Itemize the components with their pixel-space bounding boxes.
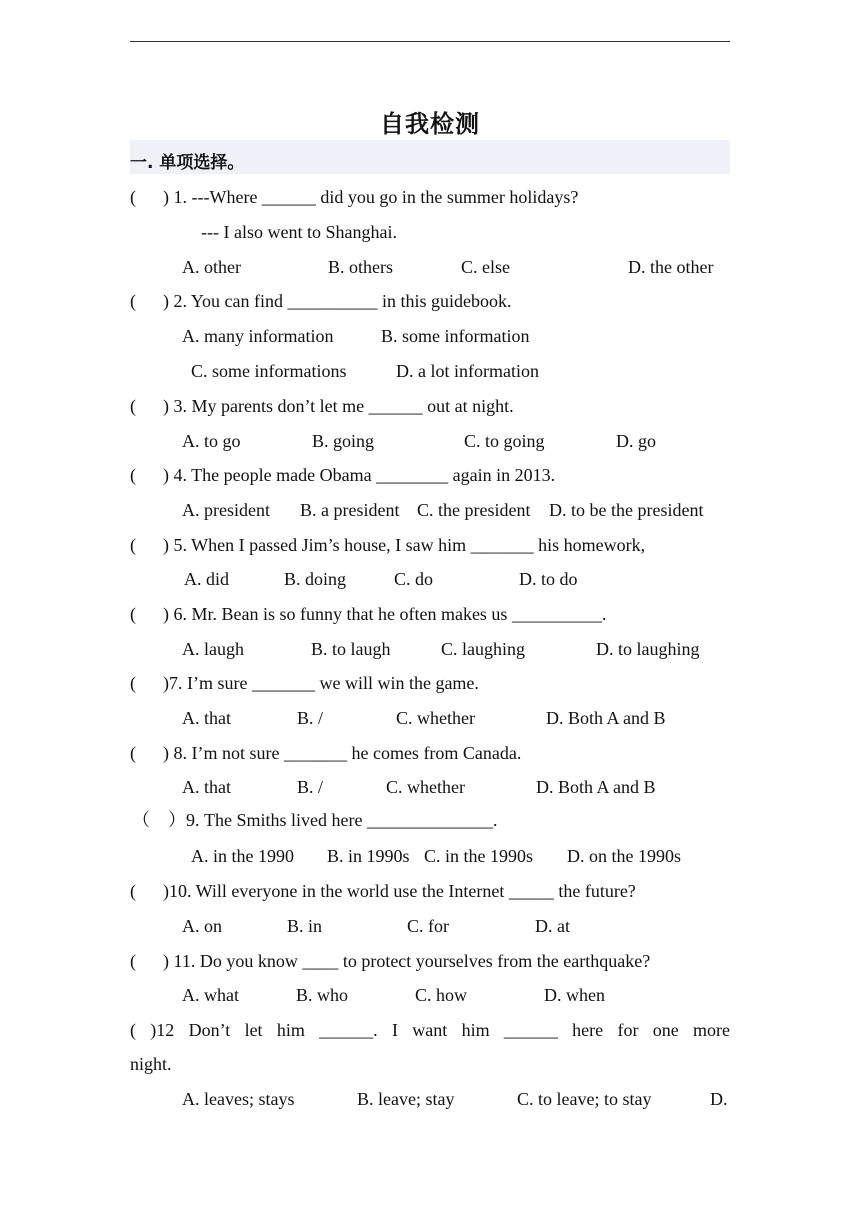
question-3-option-c: C. to going [464,431,545,451]
q12-word: want [412,1020,448,1040]
q12-word: ______. [319,1020,378,1040]
question-10-option-a: A. on [182,916,222,936]
question-4-option-c: C. the president [417,500,531,520]
question-4-option-b: B. a president [300,500,400,520]
page-title: 自我检测 [380,110,480,138]
question-3-option-b: B. going [312,431,375,451]
question-11-option-b: B. who [296,985,349,1005]
section-header [130,140,730,174]
q12-word: let [244,1020,263,1040]
question-4-option-d: D. to be the president [549,500,704,520]
question-4-stem: ( ) 4. The people made Obama ________ again in 2013. [130,465,556,485]
question-6-option-a: A. laugh [182,639,244,659]
question-9-option-c: C. in the 1990s [424,846,534,866]
question-2-option-c: C. some informations [191,361,347,381]
question-7-option-b: B. / [297,708,324,728]
question-6-option-c: C. laughing [441,639,525,659]
q12-word: Don’t [188,1020,231,1040]
question-9-stem: （ ）9. The Smiths lived here ______________. [132,810,498,830]
question-9-option-b: B. in 1990s [327,846,410,866]
question-6-option-b: B. to laugh [311,639,391,659]
q12-word: here [572,1020,604,1040]
question-5-option-a: A. did [184,569,229,589]
question-6-stem: ( ) 6. Mr. Bean is so funny that he often makes us __________. [130,604,607,624]
question-1-reply: --- I also went to Shanghai. [201,222,397,242]
question-8-option-b: B. / [297,777,324,797]
question-11-option-d: D. when [544,985,605,1005]
question-12-option-c: C. to leave; to stay [517,1089,652,1109]
question-2-option-b: B. some information [381,326,530,346]
question-5-option-d: D. to do [519,569,578,589]
question-12-option-a: A. leaves; stays [182,1089,295,1109]
q12-word: him [276,1020,305,1040]
question-11-option-c: C. how [415,985,468,1005]
question-1-option-d: D. the other [628,257,714,277]
q12-word: him [461,1020,490,1040]
question-3-option-a: A. to go [182,431,241,451]
question-10-stem: ( )10. Will everyone in the world use the Internet _____ the future? [130,881,636,901]
question-8-option-d: D. Both A and B [536,777,656,797]
q12-word: ( [130,1020,136,1040]
question-2-option-a: A. many information [182,326,334,346]
question-10-option-d: D. at [535,916,570,936]
question-1-option-a: A. other [182,257,241,277]
question-12-stem [130,1019,730,1041]
q12-word: ______ [503,1020,558,1040]
question-3-option-d: D. go [616,431,656,451]
question-6-option-d: D. to laughing [596,639,700,659]
question-8-option-a: A. that [182,777,231,797]
question-9-option-a: A. in the 1990 [191,846,294,866]
question-1-option-b: B. others [328,257,393,277]
question-11-option-a: A. what [182,985,239,1005]
question-12-stem-continued: night. [130,1054,172,1074]
question-1-option-c: C. else [461,257,510,277]
question-7-option-d: D. Both A and B [546,708,666,728]
question-7-option-c: C. whether [396,708,475,728]
question-2-option-d: D. a lot information [396,361,539,381]
section-title: 一. 单项选择。 [130,153,245,173]
question-7-stem: ( )7. I’m sure _______ we will win the game. [130,673,479,693]
question-4-option-a: A. president [182,500,270,520]
question-7-option-a: A. that [182,708,231,728]
question-10-option-b: B. in [287,916,323,936]
question-12-option-b: B. leave; stay [357,1089,455,1109]
question-11-stem: ( ) 11. Do you know ____ to protect yourselves from the earthquake? [130,951,651,971]
question-5-stem: ( ) 5. When I passed Jim’s house, I saw him _______ his homework, [130,535,646,555]
q12-word: more [693,1020,731,1040]
q12-word: )12 [150,1020,175,1040]
question-8-stem: ( ) 8. I’m not sure _______ he comes from Canada. [130,743,522,763]
question-12-option-d: D. [710,1089,728,1109]
q12-word: for [617,1020,639,1040]
question-2-stem: ( ) 2. You can find __________ in this guidebook. [130,291,512,311]
question-8-option-c: C. whether [386,777,465,797]
question-5-option-c: C. do [394,569,434,589]
question-3-stem: ( ) 3. My parents don’t let me ______ out at night. [130,396,514,416]
question-1-stem: ( ) 1. ---Where ______ did you go in the summer holidays? [130,187,579,207]
q12-word: I [391,1020,398,1040]
header-rule [130,41,730,42]
question-5-option-b: B. doing [284,569,347,589]
question-9-option-d: D. on the 1990s [567,846,681,866]
q12-word: one [652,1020,679,1040]
question-10-option-c: C. for [407,916,449,936]
